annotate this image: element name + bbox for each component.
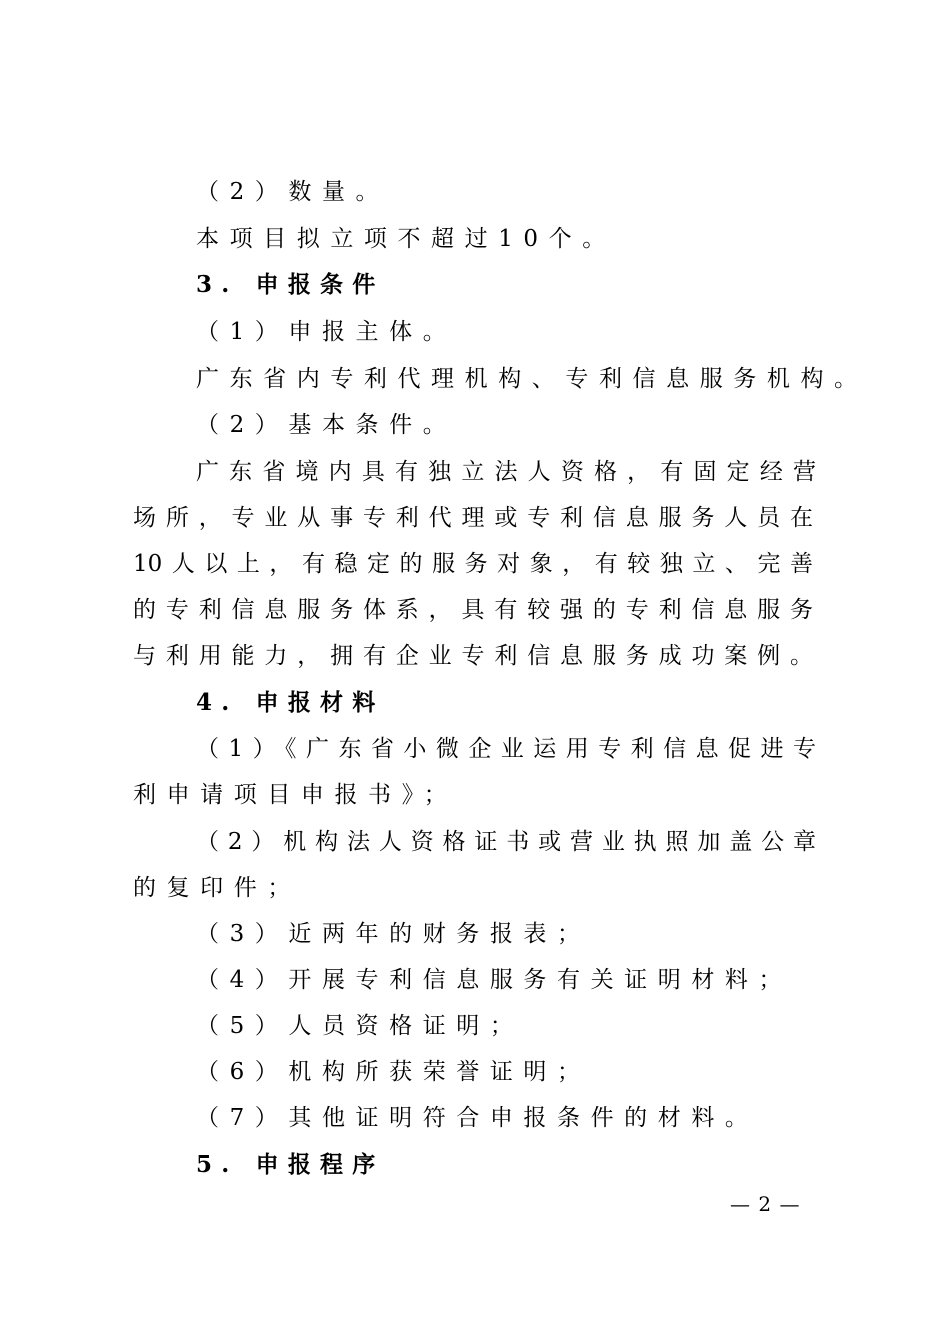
material-item-6: （6）机构所获荣誉证明； <box>196 1059 591 1085</box>
item-basic-conditions-heading: （2）基本条件。 <box>196 412 457 438</box>
paragraph-line: 与利用能力，拥有企业专利信息服务成功案例。 <box>133 643 813 669</box>
section-5-heading: 5. 申报程序 <box>196 1151 385 1178</box>
item-quantity-text: 本项目拟立项不超过10个。 <box>196 226 616 252</box>
section-3-heading: 3. 申报条件 <box>196 271 385 298</box>
item-quantity-heading: （2）数量。 <box>196 179 390 205</box>
paragraph-line: 场所，专业从事专利代理或专利信息服务人员在 <box>133 505 813 531</box>
material-item-1-cont: 利申请项目申报书》； <box>133 782 458 808</box>
item-applicant-heading: （1）申报主体。 <box>196 319 457 345</box>
paragraph-line: 的专利信息服务体系，具有较强的专利信息服务 <box>133 597 813 623</box>
material-item-2-cont: 的复印件； <box>133 875 301 901</box>
paragraph-line: 10人以上，有稳定的服务对象，有较独立、完善 <box>133 551 813 577</box>
section-4-heading: 4. 申报材料 <box>196 689 385 716</box>
material-item-3: （3）近两年的财务报表； <box>196 921 591 947</box>
material-item-1: （1）《广东省小微企业运用专利信息促进专 <box>196 736 816 762</box>
material-item-2: （2）机构法人资格证书或营业执照加盖公章 <box>196 829 816 855</box>
page-number: — 2 — <box>730 1192 801 1216</box>
paragraph-line: 广东省境内具有独立法人资格，有固定经营 <box>196 459 816 485</box>
material-item-4: （4）开展专利信息服务有关证明材料； <box>196 967 793 993</box>
material-item-5: （5）人员资格证明； <box>196 1013 524 1039</box>
material-item-7: （7）其他证明符合申报条件的材料。 <box>196 1105 759 1131</box>
item-applicant-text: 广东省内专利代理机构、专利信息服务机构。 <box>196 366 868 392</box>
